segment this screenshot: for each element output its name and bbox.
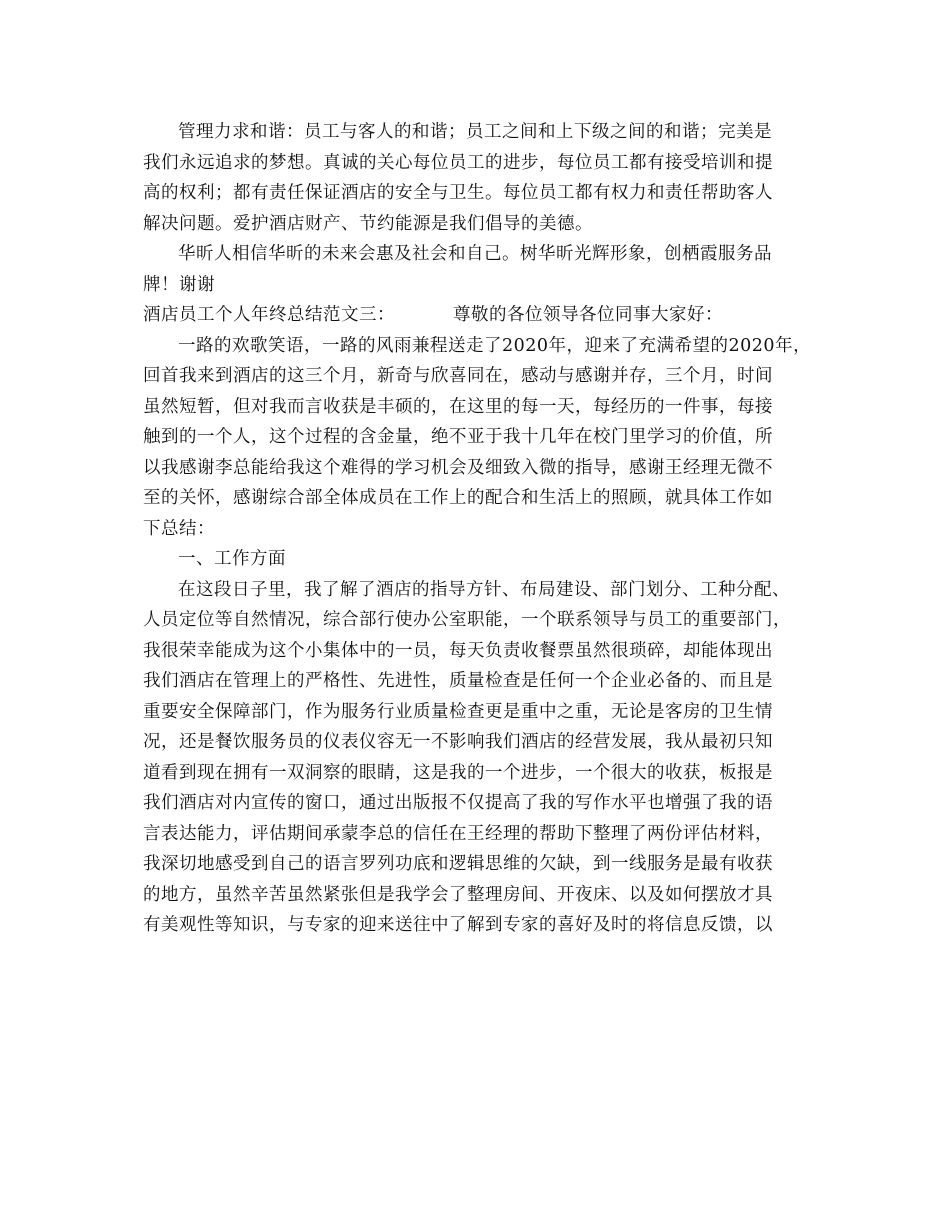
paragraph-line: 在这段日子里，我了解了酒店的指导方针、布局建设、部门划分、工种分配、	[178, 579, 790, 600]
paragraph-line: 高的权利；都有责任保证酒店的安全与卫生。每位员工都有权力和责任帮助客人	[143, 183, 773, 203]
paragraph-line: 况，还是餐饮服务员的仪表仪容无一不影响我们酒店的经营发展，我从最初只知	[143, 732, 773, 752]
paragraph-line: 人员定位等自然情况，综合部行使办公室职能，一个联系领导与员工的重要部门，	[143, 610, 791, 630]
paragraph-line: 触到的一个人，这个过程的含金量，绝不亚于我十几年在校门里学习的价值，所	[143, 427, 773, 447]
paragraph-line: 牌！谢谢	[143, 274, 215, 295]
document-body	[143, 117, 813, 941]
paragraph-line: 言表达能力，评估期间承蒙李总的信任在王经理的帮助下整理了两份评估材料，	[143, 823, 773, 844]
paragraph-line: 道看到现在拥有一双洞察的眼睛，这是我的一个进步，一个很大的收获，板报是	[143, 762, 773, 783]
paragraph-line: 华昕人相信华昕的未来会惠及社会和自己。树华昕光辉形象，创栖霞服务品	[178, 244, 772, 264]
paragraph-line: 我很荣幸能成为这个小集体中的一员，每天负责收餐票虽然很琐碎，却能体现出	[143, 640, 773, 661]
paragraph-line: 至的关怀，感谢综合部全体成员在工作上的配合和生活上的照顾，就具体工作如	[143, 488, 773, 508]
paragraph-line: 我深切地感受到自己的语言罗列功底和逻辑思维的欠缺，到一线服务是最有收获	[143, 854, 773, 874]
section-title-line	[143, 300, 813, 331]
section-title: 酒店员工个人年终总结范文三：	[143, 305, 395, 325]
paragraph-line: 我们永远追求的梦想。真诚的关心每位员工的进步，每位员工都有接受培训和提	[143, 152, 773, 173]
paragraph-line: 以我感谢李总能给我这个难得的学习机会及细致入微的指导，感谢王经理无微不	[143, 457, 773, 478]
greeting: 尊敬的各位领导各位同事大家好：	[453, 305, 723, 325]
paragraph-line: 我们酒店对内宣传的窗口，通过出版报不仅提高了我的写作水平也增强了我的语	[143, 793, 773, 813]
paragraph-line: 一路的欢歌笑语，一路的风雨兼程送走了2020年，迎来了充满希望的2020年，	[178, 335, 812, 356]
section-heading: 一、工作方面	[178, 549, 286, 569]
paragraph-line: 下总结：	[143, 518, 215, 539]
paragraph-line: 解决问题。爱护酒店财产、节约能源是我们倡导的美德。	[143, 213, 593, 234]
paragraph-line: 虽然短暂，但对我而言收获是丰硕的，在这里的每一天，每经历的一件事，每接	[143, 396, 773, 417]
paragraph-line: 的地方，虽然辛苦虽然紧张但是我学会了整理房间、开夜床、以及如何摆放才具	[143, 884, 773, 905]
paragraph-line: 我们酒店在管理上的严格性、先进性，质量检查是任何一个企业必备的、而且是	[143, 671, 773, 691]
paragraph-line: 管理力求和谐：员工与客人的和谐；员工之间和上下级之间的和谐；完美是	[178, 122, 772, 142]
paragraph-line: 回首我来到酒店的这三个月，新奇与欣喜同在，感动与感谢并存，三个月，时间	[143, 366, 773, 386]
paragraph-line: 重要安全保障部门，作为服务行业质量检查更是重中之重，无论是客房的卫生情	[143, 701, 773, 722]
paragraph-line: 有美观性等知识，与专家的迎来送往中了解到专家的喜好及时的将信息反馈，以	[143, 915, 773, 935]
